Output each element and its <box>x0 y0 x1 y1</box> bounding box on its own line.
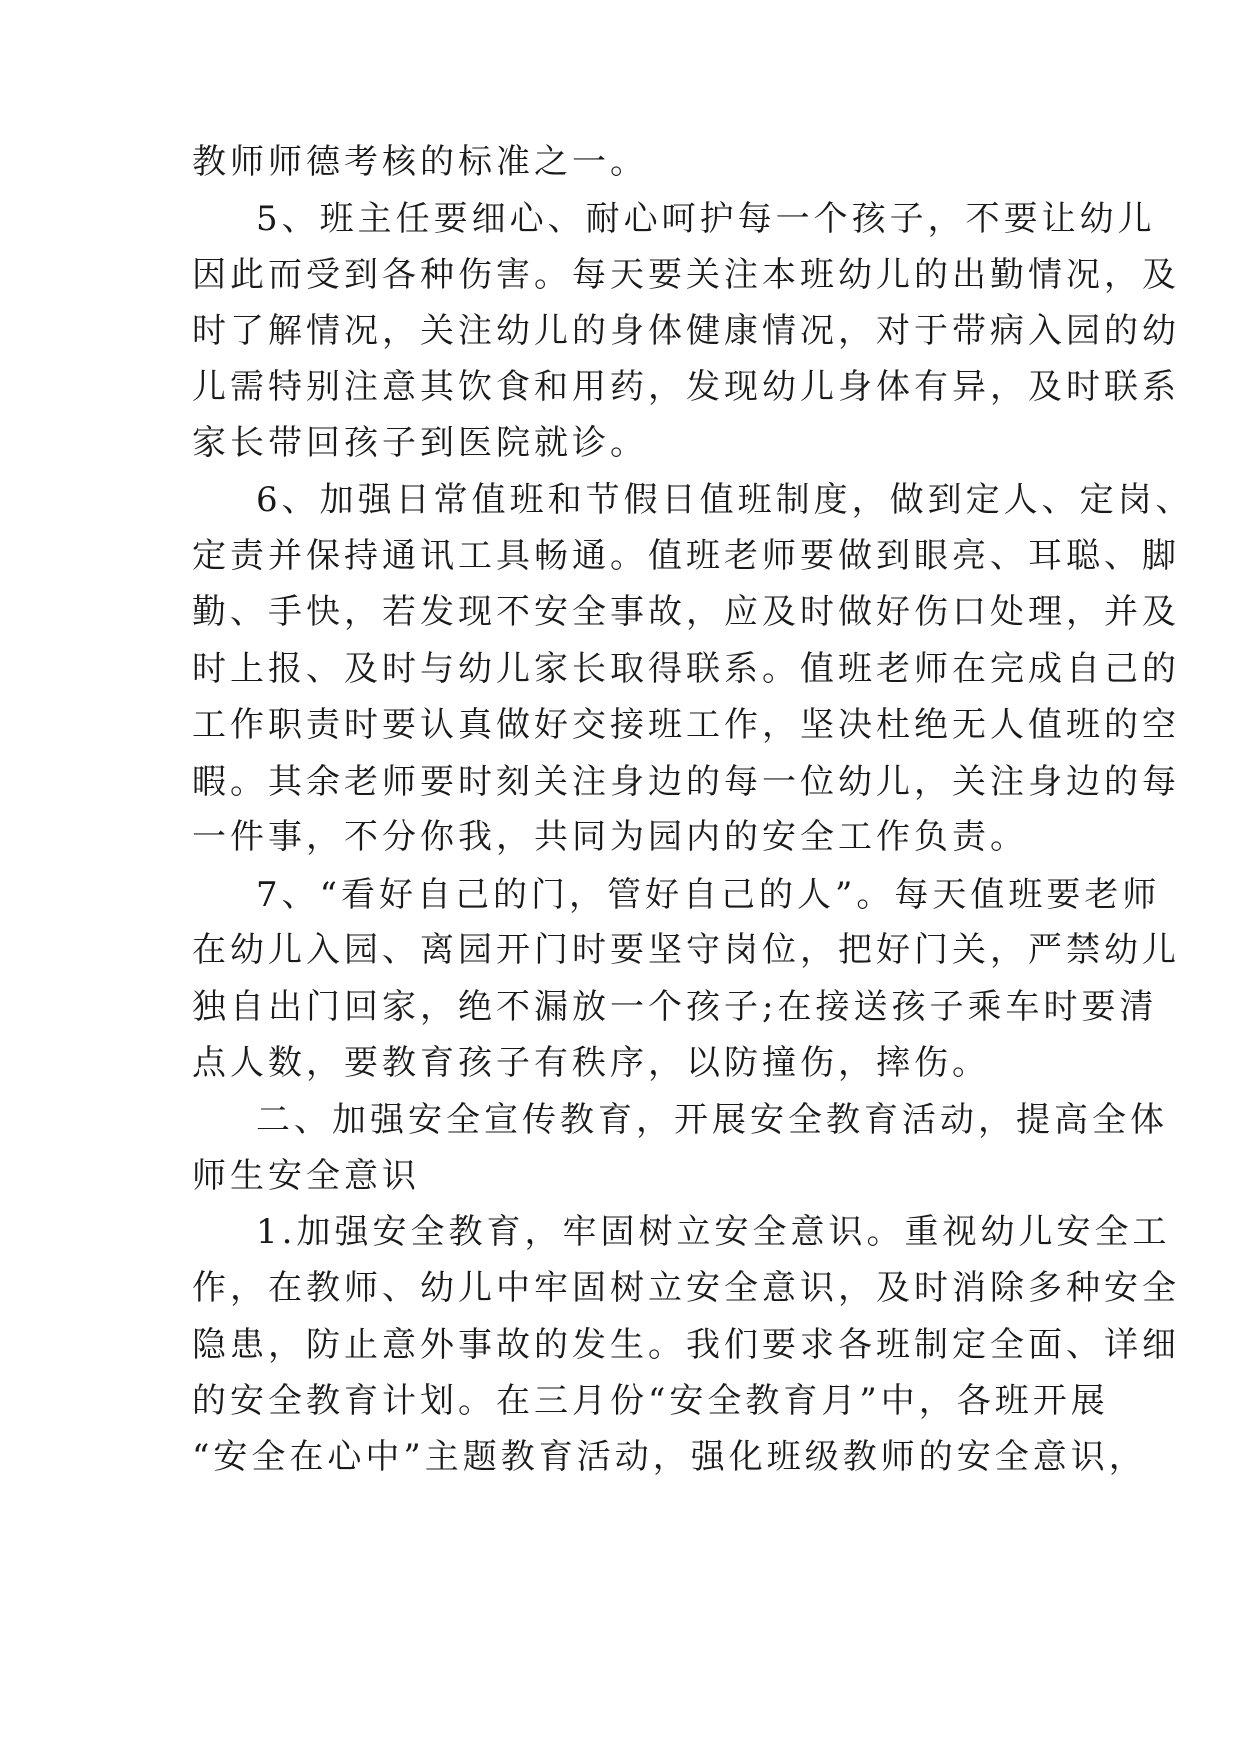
text-line: 定责并保持通讯工具畅通。值班老师要做到眼亮、耳聪、脚 <box>192 536 1180 576</box>
text-line: 家长带回孩子到医院就诊。 <box>192 423 648 463</box>
text-line: 6、加强日常值班和节假日值班制度，做到定人、定岗、 <box>256 480 1194 520</box>
text-line: 工作职责时要认真做好交接班工作，坚决杜绝无人值班的空 <box>192 705 1180 745</box>
text-line: 教师师德考核的标准之一。 <box>192 142 648 182</box>
section-heading: 二、加强安全宣传教育，开展安全教育活动，提高全体 <box>256 1100 1168 1140</box>
text-line: 一件事，不分你我，共同为园内的安全工作负责。 <box>192 817 1028 857</box>
text-line: 儿需特别注意其饮食和用药，发现幼儿身体有异，及时联系 <box>192 367 1180 407</box>
text-line: 1.加强安全教育，牢固树立安全意识。重视幼儿安全工 <box>256 1212 1171 1252</box>
text-line: 暇。其余老师要时刻关注身边的每一位幼儿，关注身边的每 <box>192 762 1180 802</box>
text-line: 隐患，防止意外事故的发生。我们要求各班制定全面、详细 <box>192 1325 1180 1365</box>
text-line: 时上报、及时与幼儿家长取得联系。值班老师在完成自己的 <box>192 649 1180 689</box>
text-line: 勤、手快，若发现不安全事故，应及时做好伤口处理，并及 <box>192 592 1180 632</box>
text-line: 7、“看好自己的门，管好自己的人”。每天值班要老师 <box>256 875 1161 915</box>
text-line: 时了解情况，关注幼儿的身体健康情况，对于带病入园的幼 <box>192 311 1180 351</box>
text-line: 独自出门回家，绝不漏放一个孩子;在接送孩子乘车时要清 <box>192 987 1158 1027</box>
section-heading: 师生安全意识 <box>192 1156 420 1196</box>
text-line: 在幼儿入园、离园开门时要坚守岗位，把好门关，严禁幼儿 <box>192 930 1180 970</box>
text-line: 作，在教师、幼儿中牢固树立安全意识，及时消除多种安全 <box>192 1268 1180 1308</box>
text-line: “安全在心中”主题教育活动，强化班级教师的安全意识， <box>192 1437 1147 1477</box>
text-line: 的安全教育计划。在三月份“安全教育月”中，各班开展 <box>192 1381 1109 1421</box>
text-line: 5、班主任要细心、耐心呵护每一个孩子，不要让幼儿 <box>256 199 1156 239</box>
text-line: 点人数，要教育孩子有秩序，以防撞伤，摔伤。 <box>192 1043 990 1083</box>
text-line: 因此而受到各种伤害。每天要关注本班幼儿的出勤情况，及 <box>192 255 1180 295</box>
